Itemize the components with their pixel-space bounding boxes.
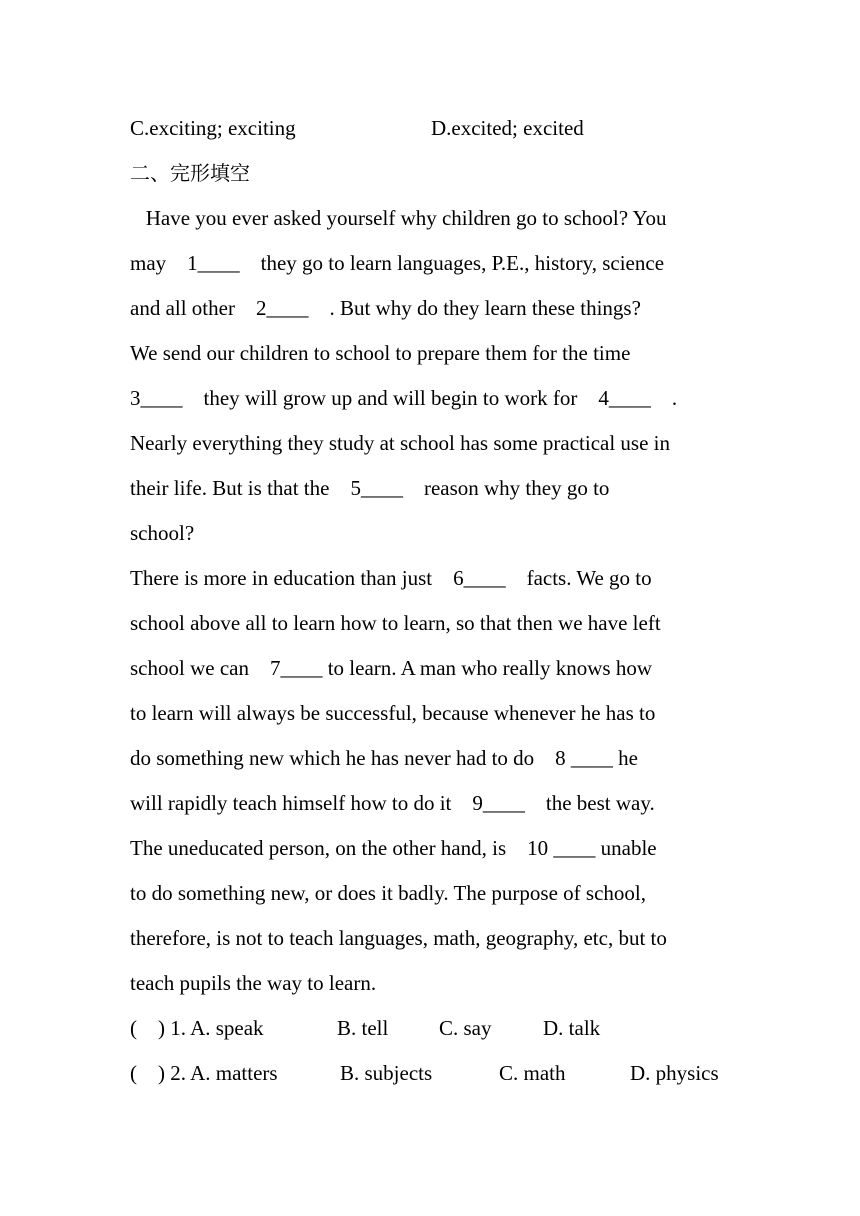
question-2-option-b: B. subjects (340, 1061, 433, 1085)
passage-line: 3____ they will grow up and will begin to work for 4____ . (130, 386, 678, 410)
passage-line: We send our children to school to prepare them for the time (130, 341, 631, 365)
passage-line: do something new which he has never had to do 8 ____ he (130, 746, 638, 770)
passage-line: to learn will always be successful, because whenever he has to (130, 701, 656, 725)
question-1-option-b: B. tell (337, 1016, 389, 1040)
passage-line: to do something new, or does it badly. The purpose of school, (130, 881, 646, 905)
question-2-stem: ( ) 2. A. matters (130, 1061, 278, 1085)
passage-line: There is more in education than just 6____ facts. We go to (130, 566, 652, 590)
question-1-option-d: D. talk (543, 1016, 601, 1040)
passage-line: school? (130, 521, 195, 545)
passage-line: school above all to learn how to learn, so that then we have left (130, 611, 661, 635)
question-2-option-d: D. physics (630, 1061, 719, 1085)
passage-line: may 1____ they go to learn languages, P.E., history, science (130, 251, 665, 275)
question-2-option-c: C. math (499, 1061, 566, 1085)
passage-line: their life. But is that the 5____ reason why they go to (130, 476, 610, 500)
option-c-previous: C.exciting; exciting (130, 116, 296, 140)
passage-line: Nearly everything they study at school has some practical use in (130, 431, 671, 455)
option-d-previous: D.excited; excited (431, 116, 584, 140)
passage-line: and all other 2____ . But why do they learn these things? (130, 296, 641, 320)
passage-line: teach pupils the way to learn. (130, 971, 377, 995)
passage-line: will rapidly teach himself how to do it 9____ the best way. (130, 791, 655, 815)
passage-line: school we can 7____ to learn. A man who really knows how (130, 656, 652, 680)
question-1-option-c: C. say (439, 1016, 492, 1040)
passage-line: Have you ever asked yourself why children go to school? You (130, 206, 667, 230)
question-1-stem: ( ) 1. A. speak (130, 1016, 264, 1040)
section-heading: 二、完形填空 (130, 161, 250, 185)
passage-line: The uneducated person, on the other hand, is 10 ____ unable (130, 836, 657, 860)
passage-line: therefore, is not to teach languages, math, geography, etc, but to (130, 926, 667, 950)
